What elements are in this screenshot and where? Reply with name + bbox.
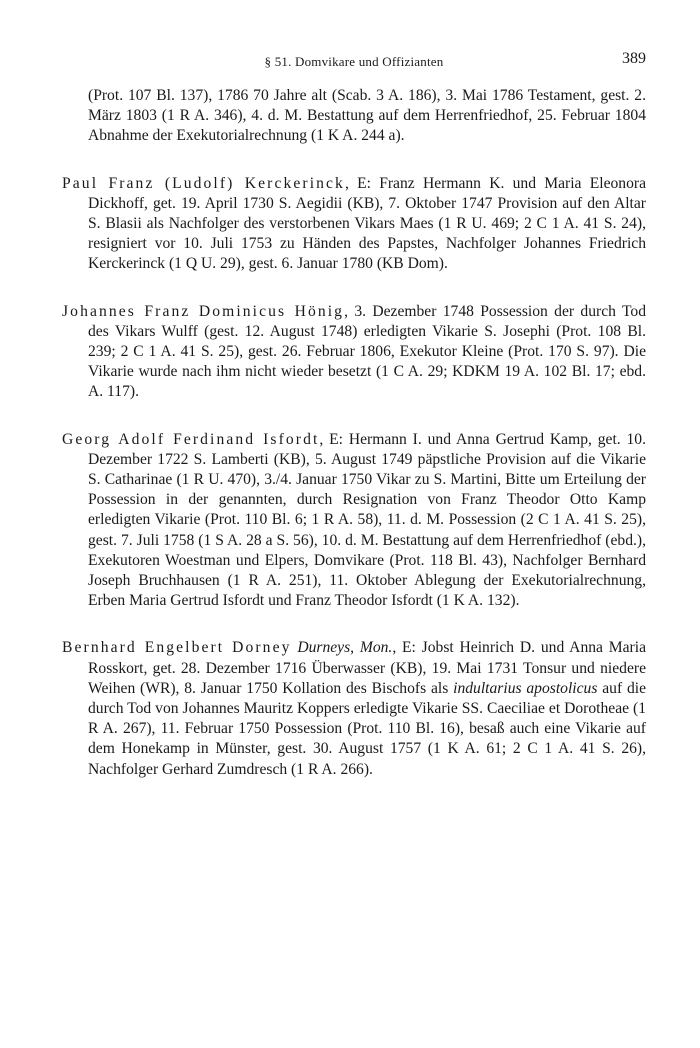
entry-name: Paul Franz (Ludolf) Kerckerinck bbox=[62, 174, 345, 192]
entry-name: Johannes Franz Dominicus Hönig bbox=[62, 302, 345, 320]
entry-text: auf die durch Tod von Johannes Mauritz Koppers erledigte Vikarie SS. Caeciliae et Dorotheae (1 R A. 267), 11. Februar 1750 Possession (Prot. 110 Bl. 16), besaß auch eine Vikarie auf dem Honekamp in Münster, gest. 30. August 1757 (1 K A. 61; 2 C 1 A. 41 S. 26), Nachfolger Gerhard Zumdresch (1 R A. 266). bbox=[88, 679, 647, 778]
entry-alias: Durneys, Mon. bbox=[297, 639, 393, 657]
entry-text: (Prot. 107 Bl. 137), 1786 70 Jahre alt (Scab. 3 A. 186), 3. Mai 1786 Testament, gest. 2. März 1803 (1 R A. 346), 4. d. M. Bestattung auf dem Herrenfriedhof, 25. Februar 1804 Abnahme der Exekutorialrechnung (1 K A. 244 a). bbox=[88, 87, 646, 145]
entry-isfordt bbox=[62, 430, 646, 612]
entry-text: , E: Hermann I. und Anna Gertrud Kamp, get. 10. Dezember 1722 S. Lamberti (KB), 5. August 1749 päpstliche Provision auf die Vikarie S. Catharinae (1 R U. 470), 3./4. Januar 1750 Vikar zu S. Martini, Bitte um Erteilung der Possession in der genannten, durch Resignation von Franz Theodor Otto Kamp erledigten Vikarie (Prot. 110 Bl. 6; 1 R A. 58), 11. d. M. Possession (2 C 1 A. 41 S. 25), gest. 7. Juli 1758 (1 S A. 28 a S. 56), 10. d. M. Bestattung auf dem Herrenfriedhof (ebd.), Exekutoren Woestman und Elpers, Domvikare (Prot. 118 Bl. 43), Nachfolger Bernhard Joseph Bruchhausen (1 R A. 251), 11. Oktober Ablegung der Exekutorialrechnung, Erben Maria Gertrud Isfordt und Franz Theodor Isfordt (1 K A. 132). bbox=[88, 430, 646, 610]
entry-name: Bernhard Engelbert Dorney bbox=[62, 639, 292, 657]
page-number: 389 bbox=[622, 50, 646, 67]
running-head bbox=[62, 50, 646, 72]
entry-continuation bbox=[62, 86, 646, 147]
entry-name: Georg Adolf Ferdinand Isfordt bbox=[62, 430, 320, 448]
entry-italic-term: indultarius apostolicus bbox=[453, 679, 598, 697]
entry-kerckerinck bbox=[62, 174, 646, 275]
section-title: § 51. Domvikare und Offizianten bbox=[264, 54, 444, 69]
entry-hoenig bbox=[62, 302, 646, 403]
entry-text: , E: Jobst Heinrich D. und Anna Maria Rosskort, get. 28. Dezember 1716 Überwasser (KB), 19. Mai 1731 Tonsur und niedere Weihen (WR), 8. Januar 1750 Kollation des Bischofs als bbox=[88, 639, 646, 697]
entry-text: , E: Franz Hermann K. und Maria Eleonora Dickhoff, get. 19. April 1730 S. Aegidii (KB), 7. Oktober 1747 Provision auf den Altar S. Blasii als Nachfolger des verstorbenen Vikars Maes (1 R U. 469; 2 C 1 A. 41 S. 24), resigniert vor 10. Juli 1753 zu Händen des Papstes, Nachfolger Johannes Friedrich Kerckerinck (1 Q U. 29), gest. 6. Januar 1780 (KB Dom). bbox=[88, 174, 647, 273]
entry-text: , 3. Dezember 1748 Possession der durch Tod des Vikars Wulff (gest. 12. August 1748) erledigten Vikarie S. Josephi (Prot. 108 Bl. 239; 2 C 1 A. 41 S. 25), gest. 26. Februar 1806, Exekutor Kleine (Prot. 170 S. 97). Die Vikarie wurde nach ihm nicht wieder besetzt (1 C A. 29; KDKM 19 A. 102 Bl. 17; ebd. A. 117). bbox=[88, 302, 647, 401]
entry-list bbox=[62, 86, 646, 807]
entry-dorney bbox=[62, 638, 646, 779]
